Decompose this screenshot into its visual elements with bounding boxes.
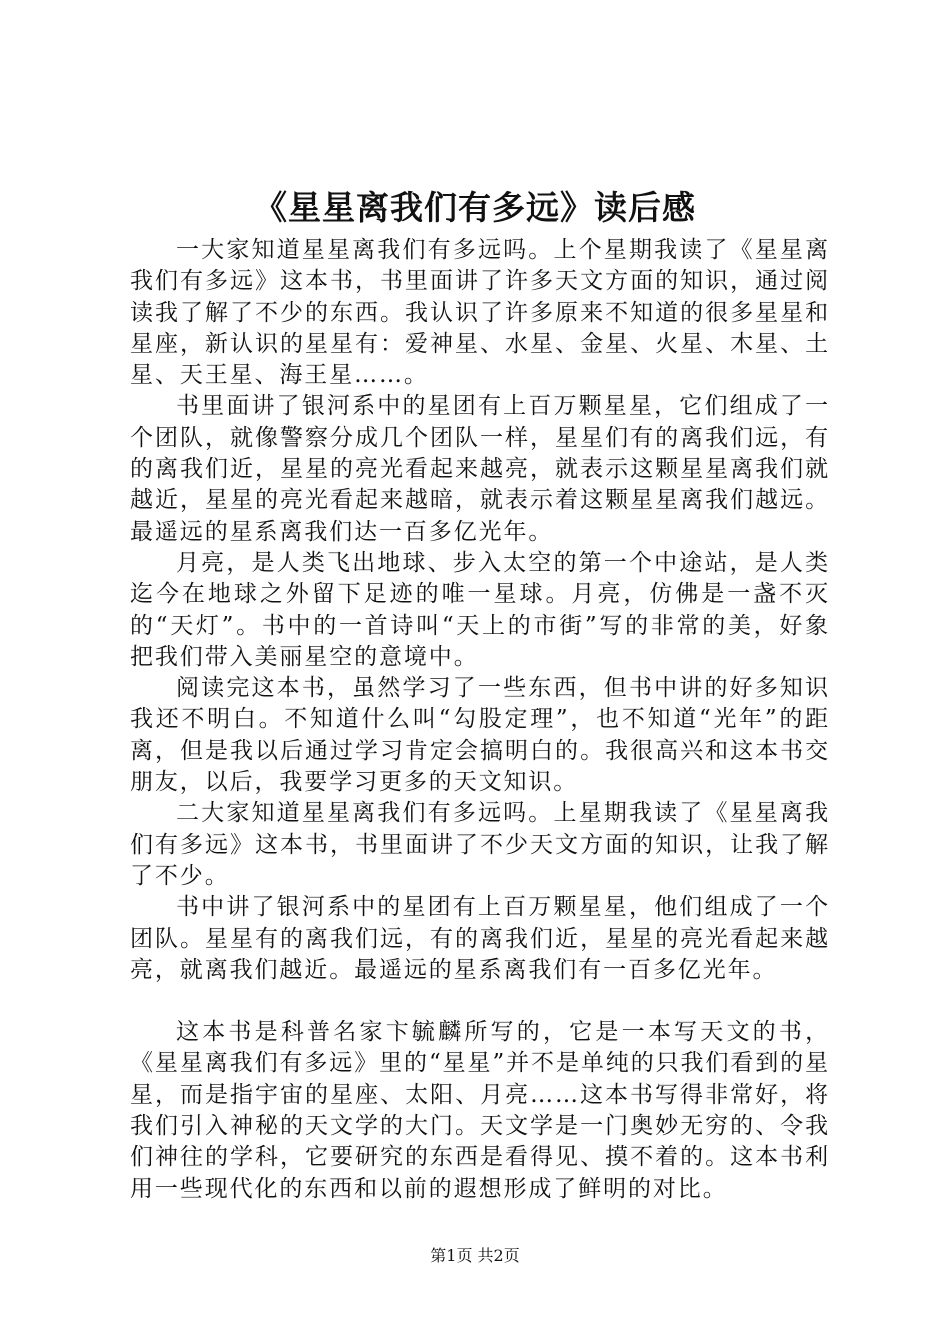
paragraph-4: 阅读完这本书，虽然学习了一些东西，但书中讲的好多知识我还不明白。不知道什么叫“勾股定理”，也不知道“光年”的距离，但是我以后通过学习肯定会搞明白的。我很高兴和这本书交朋友，以后，我要学习更多的天文知识。 xyxy=(130,675,830,796)
paragraph-spacer xyxy=(130,986,830,1017)
paragraph-7: 这本书是科普名家卞毓麟所写的，它是一本写天文的书，《星星离我们有多远》里的“星星”并不是单纯的只我们看到的星星，而是指宇宙的星座、太阳、月亮……这本书写得非常好，将我们引入神秘的天文学的大门。天文学是一门奥妙无穷的、令我们神往的学科，它要研究的东西是看得见、摸不着的。这本书利用一些现代化的东西和以前的遐想形成了鲜明的对比。 xyxy=(130,1019,830,1202)
page-title: 《星星离我们有多远》读后感 xyxy=(254,188,696,227)
paragraph-1: 一大家知道星星离我们有多远吗。上个星期我读了《星星离我们有多远》这本书，书里面讲了许多天文方面的知识，通过阅读我了解了不少的东西。我认识了许多原来不知道的很多星星和星座，新认识的星星有：爱神星、水星、金星、火星、木星、土星、天王星、海王星……。 xyxy=(130,237,830,389)
paragraph-2: 书里面讲了银河系中的星团有上百万颗星星，它们组成了一个团队，就像警察分成几个团队一样，星星们有的离我们远，有的离我们近，星星的亮光看起来越亮，就表示这颗星星离我们就越近，星星的亮光看起来越暗，就表示着这颗星星离我们越远。最遥远的星系离我们达一百多亿光年。 xyxy=(130,393,830,545)
article-body xyxy=(130,235,830,1205)
paragraph-5: 二大家知道星星离我们有多远吗。上星期我读了《星星离我们有多远》这本书，书里面讲了不少天文方面的知识，让我了解了不少。 xyxy=(130,800,830,889)
page-footer: 第1页 共2页 xyxy=(430,1246,520,1265)
paragraph-3: 月亮，是人类飞出地球、步入太空的第一个中途站，是人类迄今在地球之外留下足迹的唯一星球。月亮，仿佛是一盏不灭的“天灯”。书中的一首诗叫“天上的市街”写的非常的美，好象把我们带入美丽星空的意境中。 xyxy=(130,549,830,670)
paragraph-6: 书中讲了银河系中的星团有上百万颗星星，他们组成了一个团队。星星有的离我们远，有的离我们近，星星的亮光看起来越亮，就离我们越近。最遥远的星系离我们有一百多亿光年。 xyxy=(130,894,830,983)
